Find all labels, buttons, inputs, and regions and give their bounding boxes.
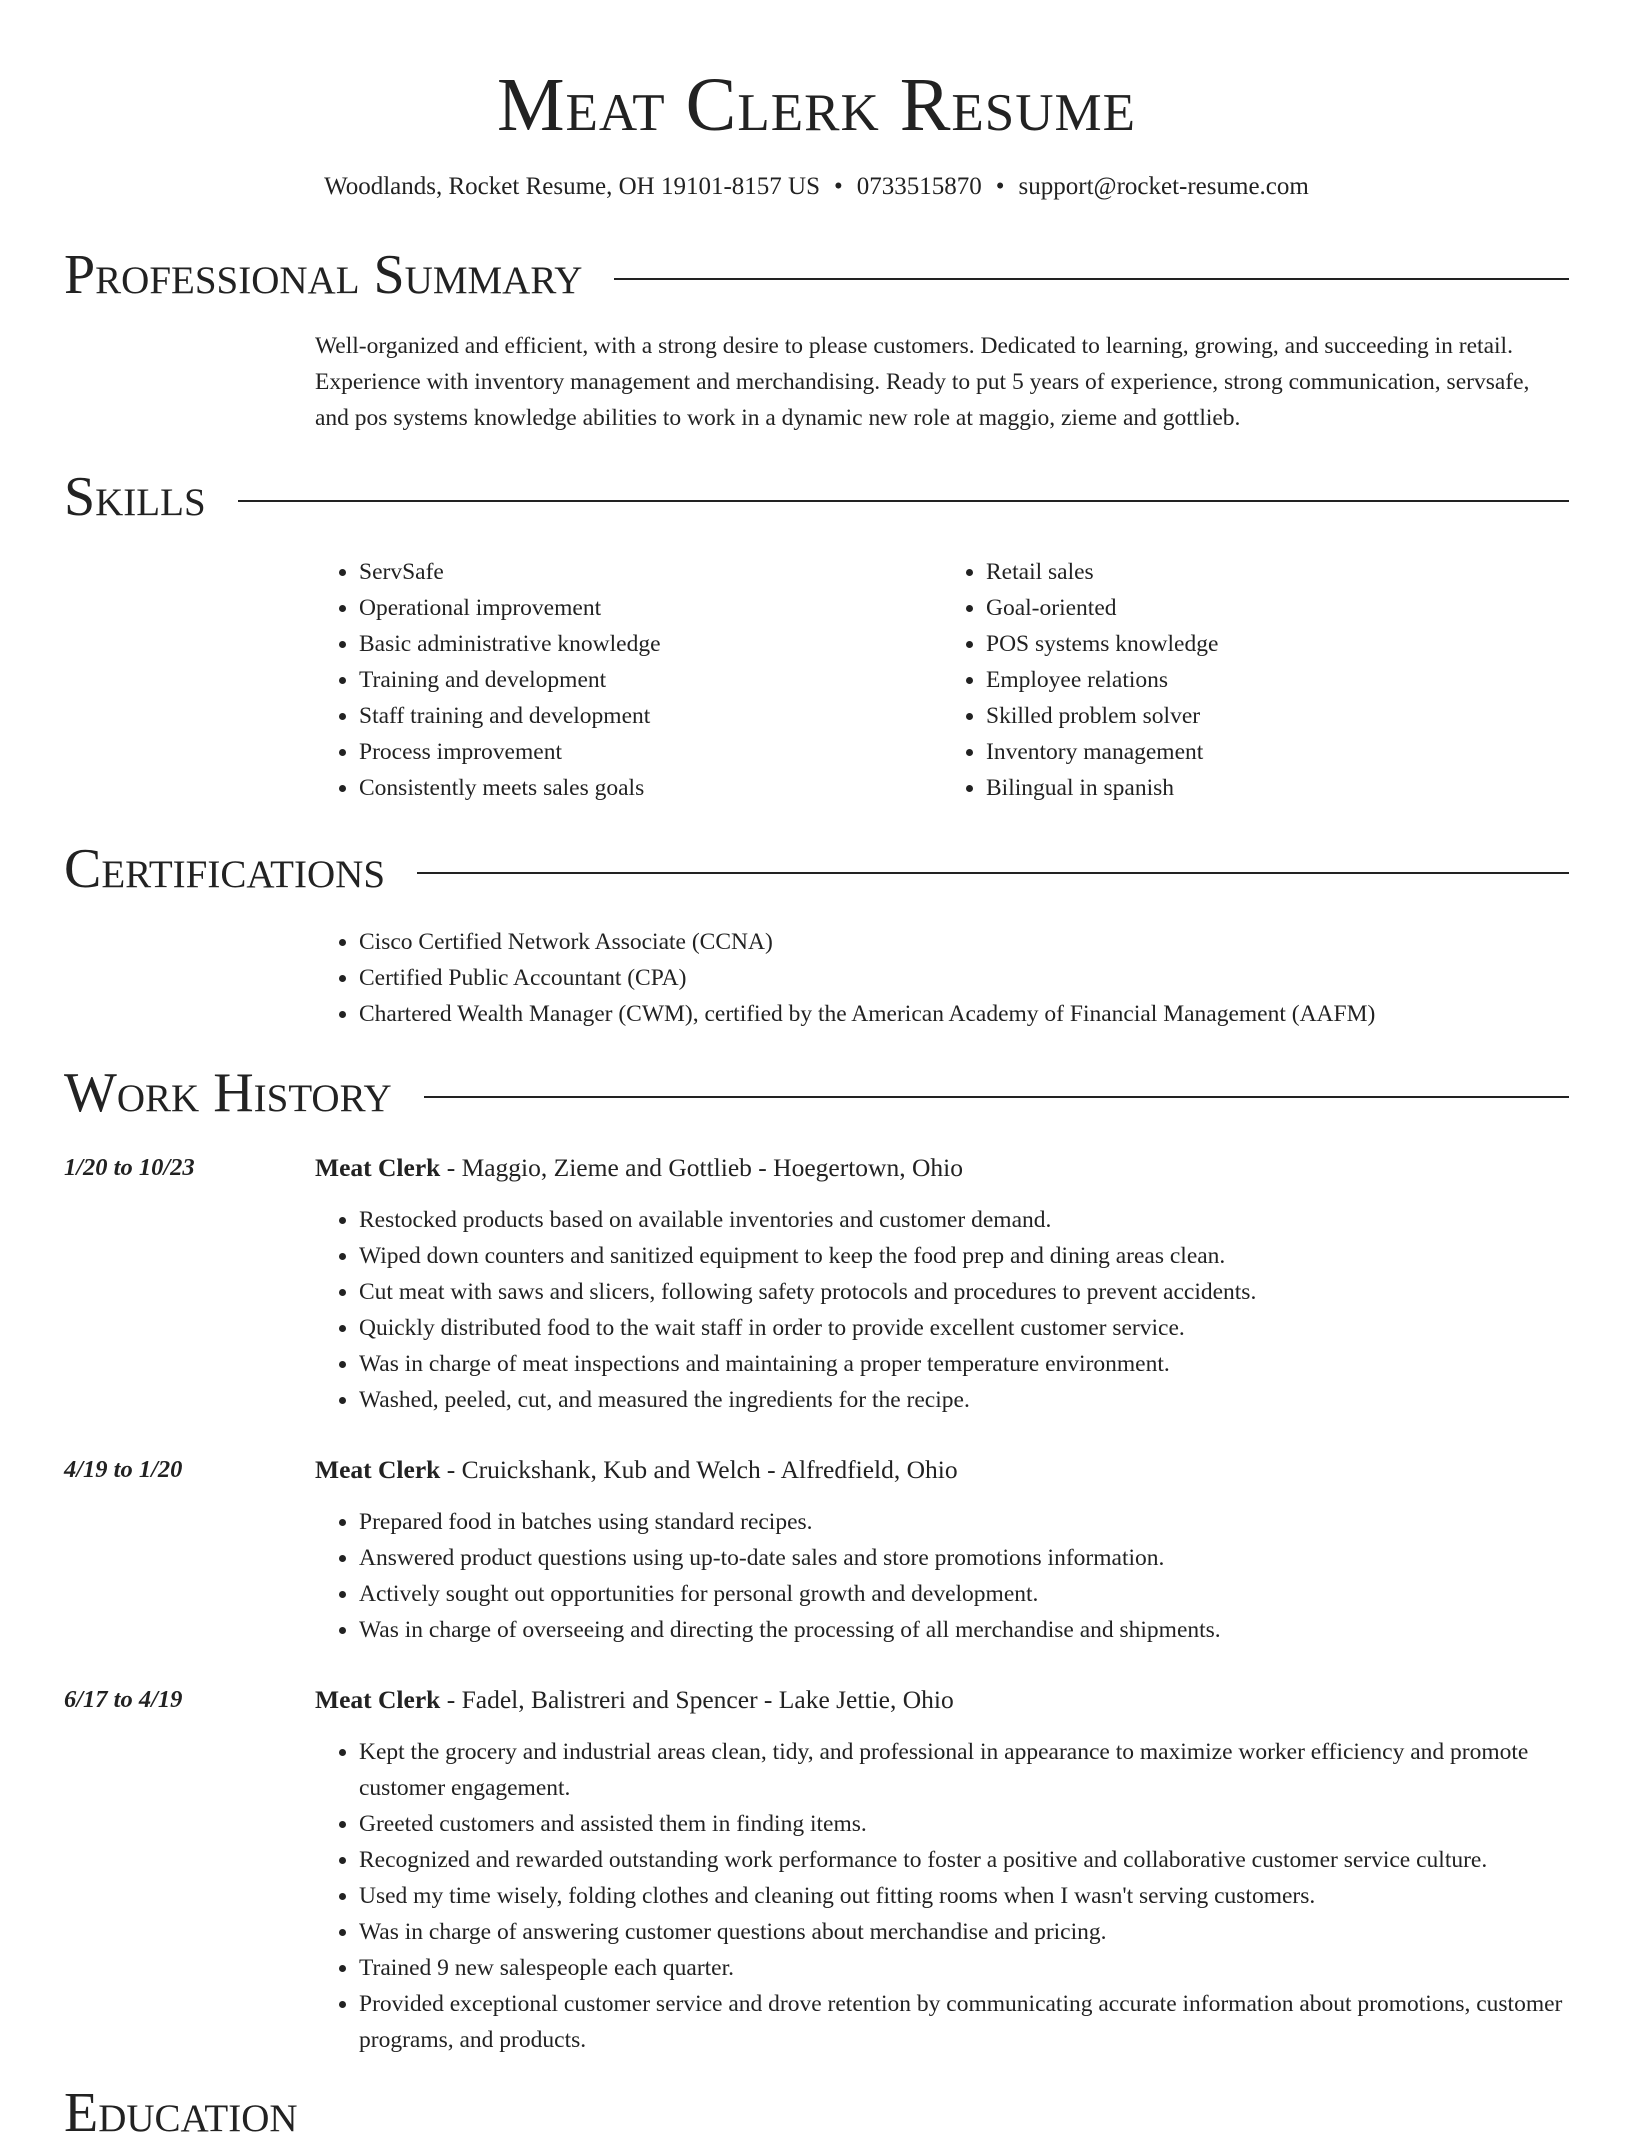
skills-column-right [942,554,1569,806]
skills-list [315,554,1569,806]
skills-section-title: Skills [64,466,206,528]
job-bullet: • Was in charge of meat inspections and maintaining a proper temperature environment. [359,1346,1569,1382]
job-bullet: • Actively sought out opportunities for personal growth and development. [359,1576,1569,1612]
skill-item: • Bilingual in spanish [986,770,1569,806]
job-employer: - Cruickshank, Kub and Welch - Alfredfield, Ohio [440,1455,958,1484]
job-bullet: • Used my time wisely, folding clothes and cleaning out fitting rooms when I wasn't serving customers. [359,1878,1569,1914]
job-entry [64,1150,1569,1418]
section-divider [238,500,1569,502]
job-bullets [315,1504,1569,1648]
job-bullets [315,1202,1569,1418]
job-bullet: • Was in charge of answering customer questions about merchandise and pricing. [359,1914,1569,1950]
job-bullet: • Quickly distributed food to the wait staff in order to provide excellent customer service. [359,1310,1569,1346]
skill-item: • POS systems knowledge [986,626,1569,662]
certifications-items [315,924,1569,1032]
skill-item: • Inventory management [986,734,1569,770]
job-heading [315,1150,1569,1186]
skill-item: • Process improvement [359,734,942,770]
skill-item: • Basic administrative knowledge [359,626,942,662]
certification-item: • Certified Public Accountant (CPA) [359,960,1569,996]
job-bullet: • Answered product questions using up-to-date sales and store promotions information. [359,1540,1569,1576]
education-section-title: Education [64,2082,298,2144]
skill-item: • Skilled problem solver [986,698,1569,734]
skill-item: • Retail sales [986,554,1569,590]
contact-line [64,170,1569,204]
skills-section-header [64,462,1569,532]
summary-text: Well-organized and efficient, with a strong desire to please customers. Dedicated to learning, growing, and succeeding in retail. Experience with inventory management and merchandising. Ready to put 5 years of experience, strong communication, servsafe, and pos systems knowledge abilities to work in a dynamic new role at maggio, zieme and gottlieb. [315,333,1530,431]
job-body [315,1682,1569,2058]
job-role: Meat Clerk [315,1455,441,1484]
work-section-header [64,1058,1569,1128]
skill-item: • Consistently meets sales goals [359,770,942,806]
job-entry [64,1452,1569,1648]
job-employer: - Maggio, Zieme and Gottlieb - Hoegertown, Ohio [440,1153,963,1182]
job-bullet: • Washed, peeled, cut, and measured the ingredients for the recipe. [359,1382,1569,1418]
job-body [315,1452,1569,1648]
skill-item: • Goal-oriented [986,590,1569,626]
job-bullet: • Cut meat with saws and slicers, following safety protocols and procedures to prevent accidents. [359,1274,1569,1310]
skill-item: • Training and development [359,662,942,698]
job-bullet: • Recognized and rewarded outstanding work performance to foster a positive and collaborative customer service culture. [359,1842,1569,1878]
job-bullet: • Provided exceptional customer service and drove retention by communicating accurate information about promotions, customer programs, and products. [359,1986,1569,2058]
certification-item: • Chartered Wealth Manager (CWM), certified by the American Academy of Financial Management (AAFM) [359,996,1569,1032]
job-heading [315,1452,1569,1488]
contact-address: Woodlands, Rocket Resume, OH 19101-8157 US [324,173,821,200]
certifications-section-title: Certifications [64,838,386,900]
resume-page [64,0,1569,2148]
job-role: Meat Clerk [315,1153,441,1182]
certifications-list [315,924,1569,1032]
job-heading [315,1682,1569,1718]
skill-item: • Employee relations [986,662,1569,698]
section-divider [614,278,1569,280]
certification-item: • Cisco Certified Network Associate (CCNA) [359,924,1569,960]
section-divider [417,872,1569,874]
job-bullet: • Prepared food in batches using standard recipes. [359,1504,1569,1540]
job-dates: 6/17 to 4/19 [64,1686,183,1713]
job-bullet: • Kept the grocery and industrial areas clean, tidy, and professional in appearance to maximize worker efficiency and promote customer engagement. [359,1734,1569,1806]
contact-phone: 0733515870 [856,173,982,200]
summary-section-title: Professional Summary [64,244,583,306]
section-divider [424,1096,1569,1098]
job-dates: 1/20 to 10/23 [64,1154,195,1181]
resume-title: Meat Clerk Resume [496,63,1137,147]
summary-section-header [64,240,1569,310]
work-section-title: Work History [64,1062,392,1124]
job-bullet: • Greeted customers and assisted them in finding items. [359,1806,1569,1842]
job-dates: 4/19 to 1/20 [64,1456,183,1483]
job-bullet: • Restocked products based on available inventories and customer demand. [359,1202,1569,1238]
education-section-header [64,2078,1569,2148]
contact-separator: • [834,173,843,200]
job-entry [64,1682,1569,2058]
skill-item: • Operational improvement [359,590,942,626]
skill-item: • Staff training and development [359,698,942,734]
job-employer: - Fadel, Balistreri and Spencer - Lake Jettie, Ohio [440,1685,954,1714]
job-bullet: • Trained 9 new salespeople each quarter. [359,1950,1569,1986]
contact-email: support@rocket-resume.com [1018,173,1309,200]
job-bullet: • Wiped down counters and sanitized equipment to keep the food prep and dining areas clean. [359,1238,1569,1274]
certifications-section-header [64,834,1569,904]
skill-item: • ServSafe [359,554,942,590]
job-role: Meat Clerk [315,1685,441,1714]
job-bullets [315,1734,1569,2058]
job-body [315,1150,1569,1418]
skills-column-left [315,554,942,806]
job-bullet: • Was in charge of overseeing and directing the processing of all merchandise and shipments. [359,1612,1569,1648]
contact-separator: • [995,173,1005,200]
